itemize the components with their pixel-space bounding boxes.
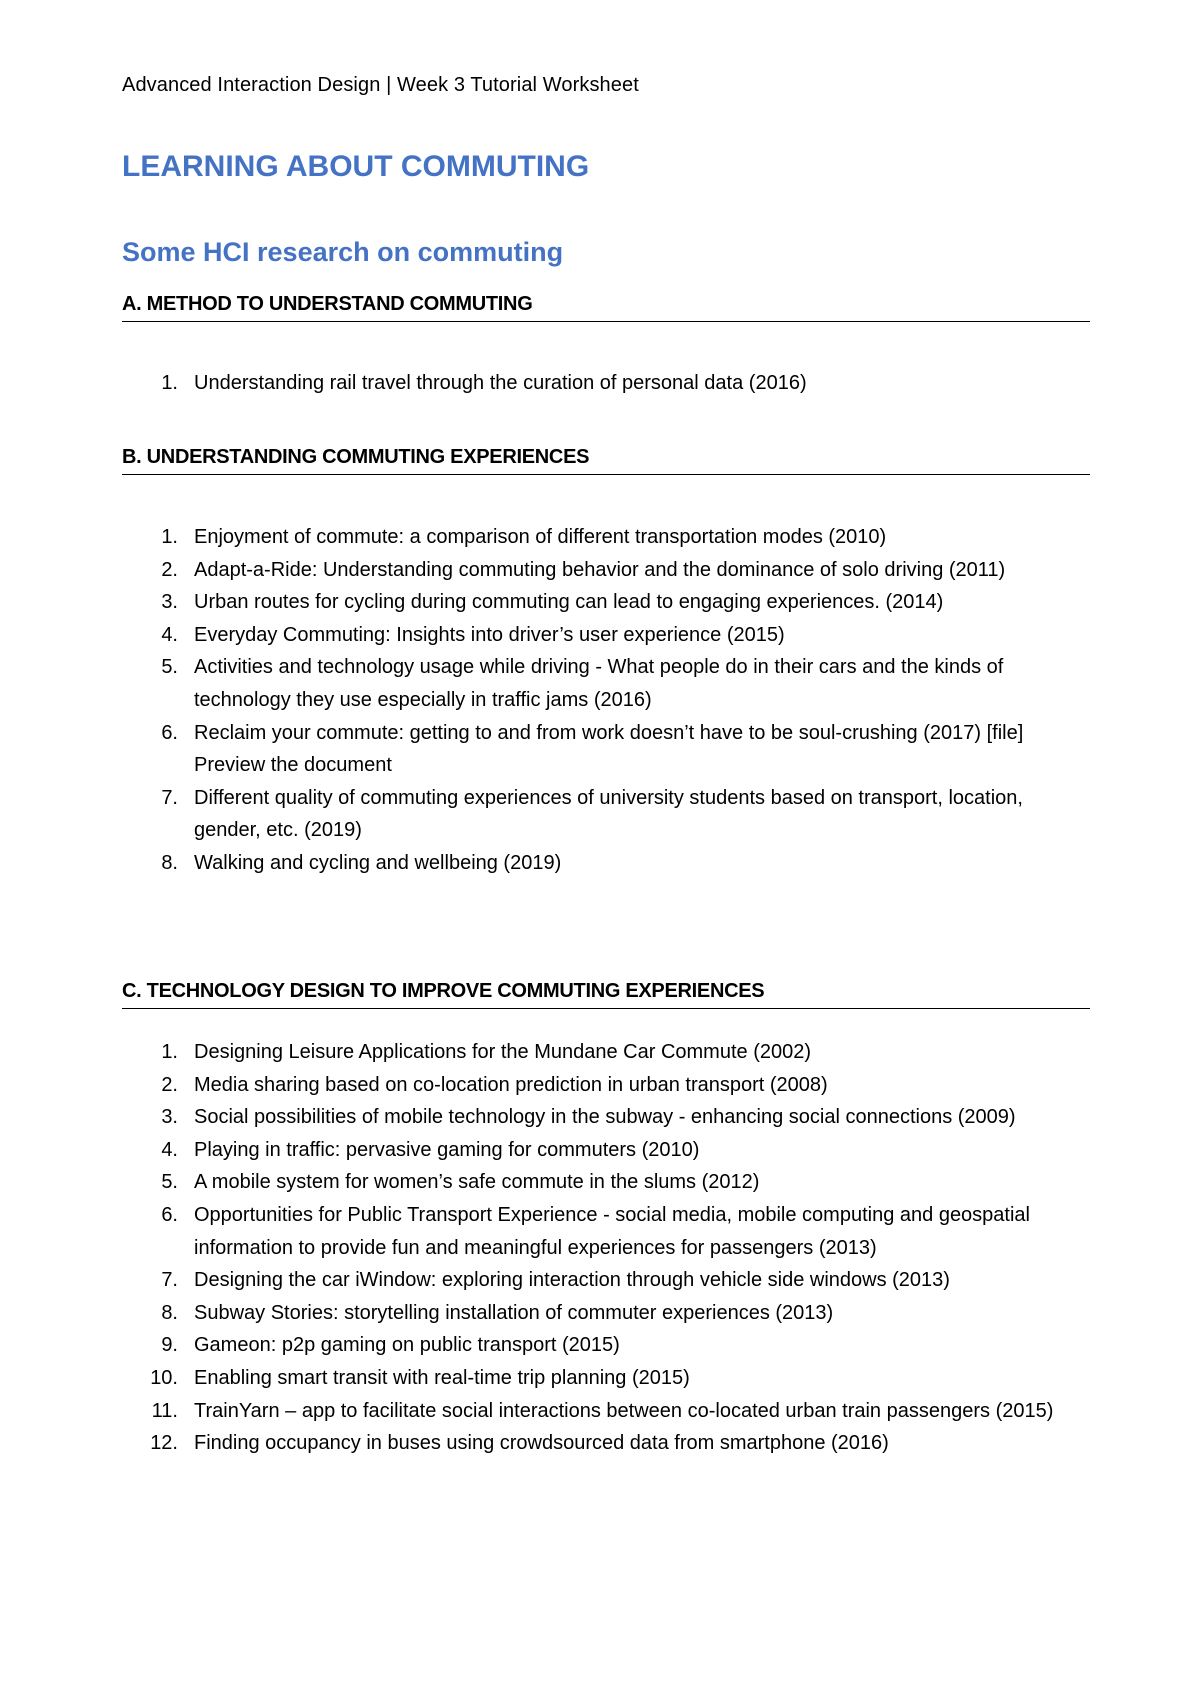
section-heading-b: B. UNDERSTANDING COMMUTING EXPERIENCES (122, 444, 1090, 475)
list-item-number: 10. (150, 1366, 178, 1389)
list-item-number: 6. (161, 721, 178, 744)
document-subtitle: Some HCI research on commuting (122, 237, 564, 267)
list-item-text: Urban routes for cycling during commuting can lead to engaging experiences. (2014) (194, 591, 944, 614)
list-item (122, 1199, 1090, 1264)
list-item-text: Finding occupancy in buses using crowdsourced data from smartphone (2016) (194, 1432, 889, 1455)
list-item (122, 1264, 1090, 1297)
list-item-text: TrainYarn – app to facilitate social interactions between co-located urban train passengers (2015) (194, 1399, 1054, 1422)
list-item-number: 7. (161, 786, 178, 809)
list-item-text: Everyday Commuting: Insights into driver’s user experience (2015) (194, 623, 785, 646)
list-item-text: Designing the car iWindow: exploring interaction through vehicle side windows (2013) (194, 1269, 950, 1292)
list-item-number: 3. (161, 591, 178, 614)
list-item-text: Media sharing based on co-location prediction in urban transport (2008) (194, 1073, 828, 1096)
list-item (122, 1395, 1090, 1428)
list-item-text: Enabling smart transit with real-time trip planning (2015) (194, 1366, 690, 1389)
list-item-text: Opportunities for Public Transport Experience - social media, mobile computing and geospatial information to provide fun and meaningful experiences for passengers (2013) (194, 1203, 1030, 1259)
list-item-number: 1. (161, 372, 178, 394)
list-item (122, 717, 1090, 782)
list-item-number: 4. (161, 1138, 178, 1161)
list-item-number: 5. (161, 656, 178, 679)
list-item-number: 8. (161, 1301, 178, 1324)
list-item-number: 3. (161, 1106, 178, 1129)
list-item (122, 1101, 1090, 1134)
list-item (122, 1134, 1090, 1167)
list-item-text: Gameon: p2p gaming on public transport (2015) (194, 1334, 620, 1357)
list-item (122, 619, 1090, 652)
list-item (122, 1362, 1090, 1395)
running-header: Advanced Interaction Design | Week 3 Tutorial Worksheet (122, 74, 639, 96)
list-item (122, 586, 1090, 619)
list-item-number: 11. (151, 1399, 178, 1422)
list-item-number: 6. (161, 1203, 178, 1226)
list-item (122, 1166, 1090, 1199)
list-item (122, 651, 1090, 716)
list-item (122, 782, 1090, 847)
list-item-text: Enjoyment of commute: a comparison of different transportation modes (2010) (194, 526, 887, 548)
section-heading-c: C. TECHNOLOGY DESIGN TO IMPROVE COMMUTING EXPERIENCES (122, 978, 1090, 1009)
list-item (122, 1036, 1090, 1069)
section-b-list (122, 521, 1090, 880)
list-item-text: Social possibilities of mobile technology in the subway - enhancing social connections (2009) (194, 1106, 1016, 1129)
list-item (122, 847, 1090, 880)
list-item-number: 1. (161, 1041, 178, 1063)
list-item-number: 9. (161, 1334, 178, 1357)
list-item-text: Reclaim your commute: getting to and from work doesn’t have to be soul-crushing (2017) [file] Preview the document (194, 721, 1024, 777)
section-a-list (122, 367, 1090, 400)
list-item (122, 1427, 1090, 1460)
document-title: LEARNING ABOUT COMMUTING (122, 150, 590, 183)
section-heading-a: A. METHOD TO UNDERSTAND COMMUTING (122, 291, 1090, 322)
list-item-number: 7. (161, 1269, 178, 1292)
list-item-number: 2. (161, 558, 178, 581)
list-item-number: 1. (161, 526, 178, 548)
list-item-number: 8. (161, 851, 178, 874)
list-item-text: Adapt-a-Ride: Understanding commuting behavior and the dominance of solo driving (2011) (194, 558, 1006, 581)
list-item (122, 1297, 1090, 1330)
list-item-text: A mobile system for women’s safe commute in the slums (2012) (194, 1171, 760, 1194)
list-item-text: Designing Leisure Applications for the Mundane Car Commute (2002) (194, 1041, 812, 1063)
section-c-list (122, 1036, 1090, 1460)
list-item (122, 521, 1090, 554)
list-item-number: 12. (150, 1432, 178, 1455)
list-item (122, 554, 1090, 587)
list-item-text: Walking and cycling and wellbeing (2019) (194, 851, 562, 874)
list-item-text: Understanding rail travel through the curation of personal data (2016) (194, 372, 807, 394)
list-item-text: Playing in traffic: pervasive gaming for commuters (2010) (194, 1138, 700, 1161)
list-item (122, 1329, 1090, 1362)
list-item-text: Activities and technology usage while driving - What people do in their cars and the kinds of technology they use especially in traffic jams (2016) (194, 656, 1004, 711)
list-item-text: Different quality of commuting experiences of university students based on transport, location, gender, etc. (2019) (194, 786, 1023, 842)
list-item (122, 367, 1090, 400)
list-item (122, 1069, 1090, 1102)
list-item-text: Subway Stories: storytelling installation of commuter experiences (2013) (194, 1301, 834, 1324)
list-item-number: 5. (161, 1171, 178, 1194)
list-item-number: 2. (161, 1073, 178, 1096)
list-item-number: 4. (161, 623, 178, 646)
